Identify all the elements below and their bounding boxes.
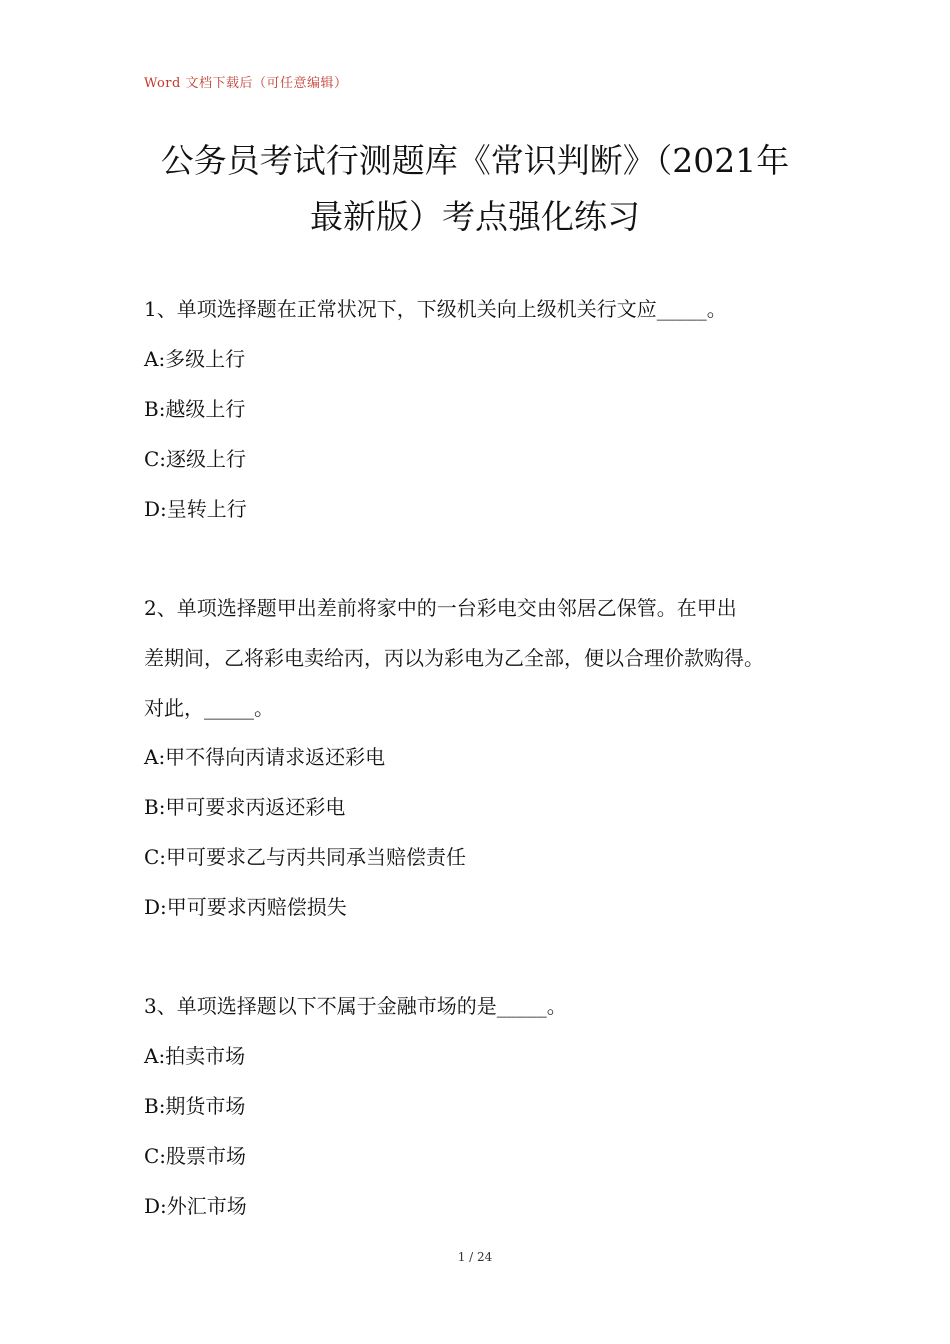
question-2-option-b: B:甲可要求丙返还彩电 [144,795,346,819]
question-2-option-a: A:甲不得向丙请求返还彩电 [144,745,386,769]
question-3-option-a: A:拍卖市场 [144,1044,246,1068]
question-2-stem-line-1: 2、单项选择题甲出差前将家中的一台彩电交由邻居乙保管。在甲出 [144,596,737,620]
document-title-line-2: 最新版）考点强化练习 [310,197,640,236]
page-indicator: 1 / 24 [457,1250,493,1264]
question-3-stem: 3、单项选择题以下不属于金融市场的是_____。 [144,994,567,1018]
download-note: Word 文档下载后（可任意编辑） [144,76,348,91]
question-2-option-c: C:甲可要求乙与丙共同承当赔偿责任 [144,845,467,869]
question-2-stem-line-2: 差期间，乙将彩电卖给丙，丙以为彩电为乙全部，便以合理价款购得。 [144,646,764,670]
question-1-option-d: D:呈转上行 [144,497,247,521]
question-2-option-d: D:甲可要求丙赔偿损失 [144,895,347,919]
question-2-stem-line-3: 对此，_____。 [144,696,274,720]
question-3-option-b: B:期货市场 [144,1094,246,1118]
document-title-line-1: 公务员考试行测题库《常识判断》（2021年 [160,141,790,180]
question-1-option-b: B:越级上行 [144,397,246,421]
question-1-option-c: C:逐级上行 [144,447,247,471]
question-3-option-d: D:外汇市场 [144,1194,247,1218]
question-3-option-c: C:股票市场 [144,1144,247,1168]
question-1-stem: 1、单项选择题在正常状况下，下级机关向上级机关行文应_____。 [144,297,727,321]
question-1-option-a: A:多级上行 [144,347,246,371]
